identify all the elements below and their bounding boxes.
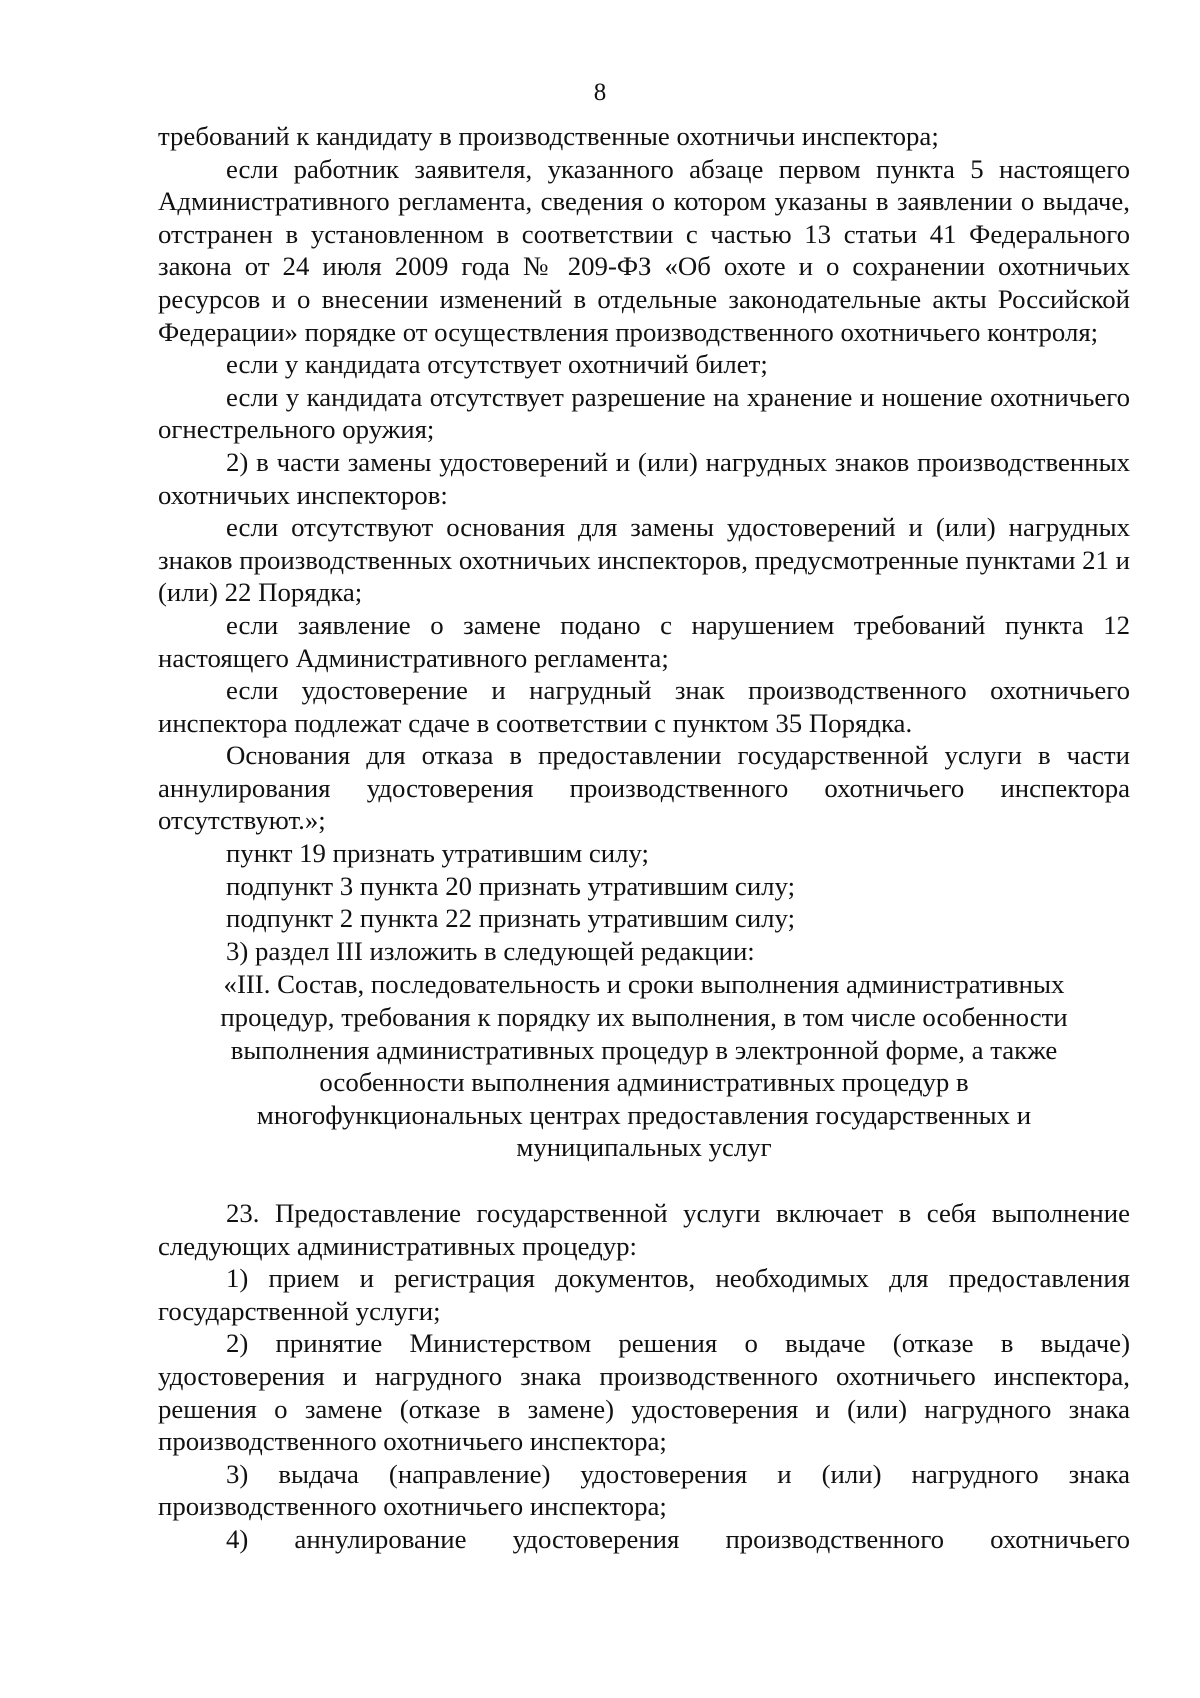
heading-line: выполнения административных процедур в электронной форме, а также <box>230 1034 1058 1065</box>
paragraph-no-weapon-permit: если у кандидата отсутствует разрешение на хранение и ношение охотничьего огнестрельного оружия; <box>158 381 1130 445</box>
paragraph-surrender-required: если удостоверение и нагрудный знак производственного охотничьего инспектора подлежат сдаче в соответствии с пунктом 35 Порядка. <box>158 675 1130 738</box>
section-3-heading <box>158 968 1130 1164</box>
paragraph-23: 23. Предоставление государственной услуги включает в себя выполнение следующих административных процедур: <box>158 1198 1130 1261</box>
paragraph-clause-19: пункт 19 признать утратившим силу; <box>226 838 649 869</box>
paragraph-procedure-2: 2) принятие Министерством решения о выдаче (отказе в выдаче) удостоверения и нагрудного знака производственного охотничьего инспектора, решения о замене (отказе в замене) удостоверения и (или) нагрудного знака производственного охотничьего инспектора; <box>158 1328 1130 1457</box>
heading-line: особенности выполнения административных процедур в <box>319 1067 969 1098</box>
paragraph-replacement-grounds: 2) в части замены удостоверений и (или) нагрудных знаков производственных охотничьих инспекторов: <box>158 446 1130 510</box>
paragraph-procedure-3: 3) выдача (направление) удостоверения и (или) нагрудного знака производственного охотничьего инспектора; <box>158 1458 1130 1522</box>
heading-line: «III. Состав, последовательность и сроки выполнения административных <box>223 969 1065 1000</box>
heading-line: процедур, требования к порядку их выполнения, в том числе особенности <box>220 1002 1068 1033</box>
paragraph-section-3-intro: 3) раздел III изложить в следующей редакции: <box>226 935 755 966</box>
page-number: 8 <box>593 79 607 106</box>
document-body <box>158 120 1130 1556</box>
paragraph-procedure-4: 4) аннулирование удостоверения производственного охотничьего <box>226 1523 1130 1554</box>
paragraph-replacement-violation: если заявление о замене подано с нарушением требований пункта 12 настоящего Административного регламента; <box>158 609 1130 673</box>
paragraph-no-replacement-basis: если отсутствуют основания для замены удостоверений и (или) нагрудных знаков производственных охотничьих инспекторов, предусмотренные пунктами 21 и (или) 22 Порядка; <box>158 512 1130 608</box>
paragraph-procedure-1: 1) прием и регистрация документов, необходимых для предоставления государственной услуги; <box>158 1263 1130 1326</box>
paragraph-continuation: требований к кандидату в производственные охотничьи инспектора; <box>158 121 939 151</box>
heading-line: многофункциональных центрах предоставления государственных и <box>256 1099 1032 1130</box>
paragraph-annulment-grounds: Основания для отказа в предоставлении государственной услуги в части аннулирования удостоверения производственного охотничьего инспектора отсутствуют.»; <box>158 740 1130 836</box>
paragraph-no-hunting-ticket: если у кандидата отсутствует охотничий билет; <box>226 349 768 380</box>
paragraph-clause-20: подпункт 3 пункта 20 признать утратившим силу; <box>226 870 796 901</box>
paragraph-clause-22: подпункт 2 пункта 22 признать утратившим силу; <box>226 903 796 934</box>
heading-line: муниципальных услуг <box>516 1132 772 1163</box>
paragraph-employee-suspended: если работник заявителя, указанного абзаце первом пункта 5 настоящего Административного регламента, сведения о котором указаны в заявлении о выдаче, отстранен в установленном в соответствии с частью 13 статьи 41 Федерального закона от 24 июля 2009 года № 209-ФЗ «Об охоте и о сохранении охотничьих ресурсов и о внесении изменений в отдельные законодательные акты Российской Федерации» порядке от осуществления производственного охотничьего контроля; <box>158 153 1130 347</box>
spacer <box>158 1164 1130 1197</box>
